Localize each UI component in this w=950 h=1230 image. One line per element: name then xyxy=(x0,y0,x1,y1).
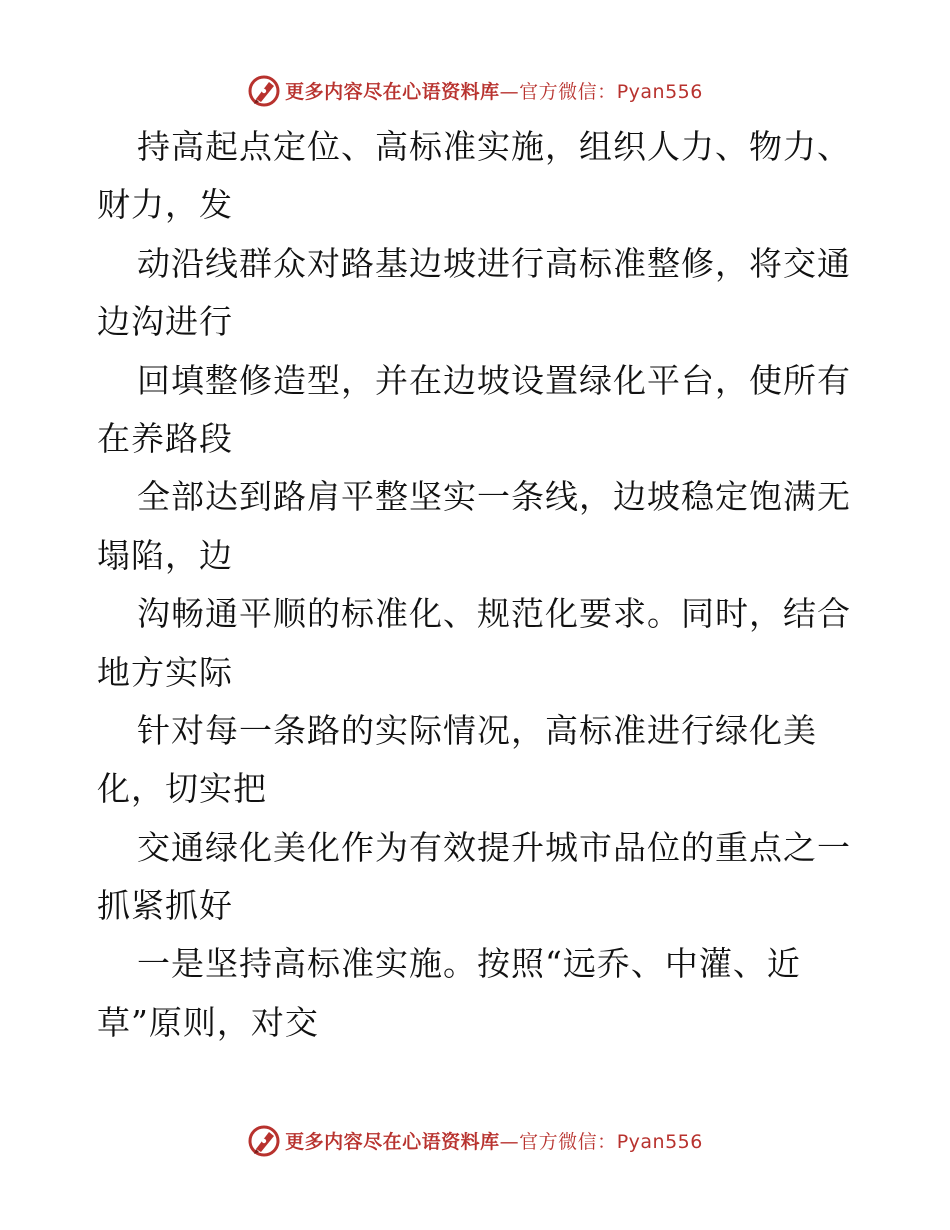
footer-text xyxy=(285,1127,703,1154)
body-line: 沟畅通平顺的标准化、规范化要求。同时，结合 xyxy=(137,594,851,634)
header-banner xyxy=(0,70,950,110)
header-wechat-id: Pyan556 xyxy=(616,80,703,103)
header-lead: 更多内容尽在心语资料库 xyxy=(285,80,500,103)
pen-logo-icon xyxy=(247,1123,281,1157)
footer-lead: 更多内容尽在心语资料库 xyxy=(285,1130,500,1153)
body-line: 化，切实把 xyxy=(97,769,267,809)
body-line: 抓紧抓好 xyxy=(97,886,233,926)
header-wechat-label: 官方微信： xyxy=(519,80,617,103)
document-body xyxy=(97,118,857,1052)
body-line: 一是坚持高标准实施。按照“远乔、中灌、近 xyxy=(137,944,801,984)
body-line: 边沟进行 xyxy=(97,302,233,342)
header-separator: — xyxy=(499,80,520,103)
body-line: 草”原则，对交 xyxy=(97,1002,319,1042)
body-line: 全部达到路肩平整坚实一条线，边坡稳定饱满无 xyxy=(137,477,851,517)
footer-wechat-label: 官方微信： xyxy=(519,1130,617,1153)
body-line: 交通绿化美化作为有效提升城市品位的重点之一 xyxy=(137,827,851,867)
body-line: 在养路段 xyxy=(97,418,233,458)
footer-banner xyxy=(0,1120,950,1160)
body-line: 针对每一条路的实际情况，高标准进行绿化美 xyxy=(137,710,817,750)
pen-logo-icon xyxy=(247,73,281,107)
body-line: 持高起点定位、高标准实施，组织人力、物力、 xyxy=(137,127,851,166)
body-line: 地方实际 xyxy=(97,652,233,692)
footer-separator: — xyxy=(499,1130,520,1153)
footer-wechat-id: Pyan556 xyxy=(616,1130,703,1153)
body-line: 塌陷，边 xyxy=(97,535,233,575)
body-line: 动沿线群众对路基边坡进行高标准整修，将交通 xyxy=(137,243,851,283)
body-line: 财力，发 xyxy=(97,185,233,225)
body-line: 回填整修造型，并在边坡设置绿化平台，使所有 xyxy=(137,360,851,400)
header-text xyxy=(285,77,703,104)
